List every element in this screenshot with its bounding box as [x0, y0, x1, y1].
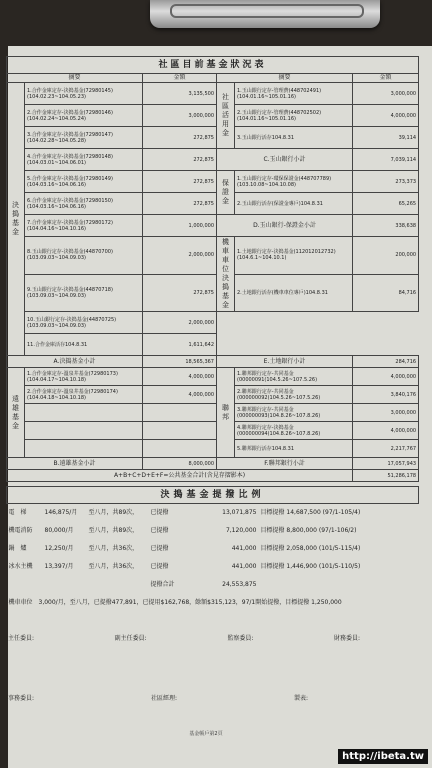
allocation-amount: 441,000 [231, 545, 257, 552]
right-row-summary: 3.玉山銀行活存104.8.31 [235, 127, 353, 149]
right-row-amount: 39,114 [353, 127, 419, 149]
allocation-row [7, 558, 419, 576]
fund-row [7, 386, 419, 404]
allocation-total-label: 提撥合計 [150, 581, 175, 588]
sign-supervisor: 監察委員: [227, 635, 254, 642]
sign-finance: 財務委員: [333, 635, 360, 642]
fund-row [7, 237, 419, 275]
left2-row-amount: 4,000,000 [143, 386, 217, 404]
allocation-row [7, 522, 419, 540]
fund-row [7, 105, 419, 127]
fund-row [7, 149, 419, 171]
fund-row [7, 368, 419, 386]
empty-cell [7, 576, 149, 594]
section-label-d: 保證金 [217, 171, 235, 215]
header-amount-right: 金額 [353, 74, 419, 83]
allocation-item: 鍋 爐 [8, 545, 27, 552]
right-row-amount: 65,265 [353, 193, 419, 215]
left-row-summary: 9.玉山銀行定存-決搗基金(44870718) (103.09.03~104.09.03) [25, 274, 143, 312]
fund-row [7, 422, 419, 440]
sign-prepared: 製表: [293, 695, 308, 702]
right-subtotal-label: D.玉山銀行-保證金小計 [217, 215, 353, 237]
right-row-amount: 338,638 [353, 215, 419, 237]
f-row-amount: 3,000,000 [353, 404, 419, 422]
allocation-period: 至八月，共89次， [88, 509, 139, 516]
right-row-summary: 1.土地銀行定存-決搗基金(112012012732) (104.6.1~104.10.1) [235, 237, 353, 275]
allocation-monthly: 80,000/月 [44, 527, 74, 534]
right-row-amount: 273,373 [353, 171, 419, 193]
right-row-amount: 4,000,000 [353, 105, 419, 127]
fund-row [7, 83, 419, 105]
fund-row [7, 127, 419, 149]
right-row-amount: 7,039,114 [353, 149, 419, 171]
f-row-amount: 4,000,000 [353, 422, 419, 440]
left-row-amount: 272,875 [143, 171, 217, 193]
left-row-summary: 2.合作金庫定存-決搗基金(72980146) (104.02.24~104.05.24) [25, 105, 143, 127]
header-summary-left: 摘要 [7, 74, 143, 83]
subtotal-b-label: B.遠雄基金小計 [7, 458, 143, 470]
right-row-summary: 1.玉山銀行定存-管理費(448702491) (104.01.16~105.01.16) [235, 83, 353, 105]
left2-row-summary: 2.合作金庫定存-溫泉井基金(72980174) (104.04.18~104.10.18) [25, 386, 143, 404]
empty-cell [143, 422, 217, 440]
left-row-amount: 1,611,642 [143, 334, 217, 356]
allocation-period: 至八月，共89次， [88, 527, 139, 534]
signature-row-2 [8, 693, 308, 702]
section-label-f: 聯邦 [217, 368, 235, 458]
allocation-monthly: 12,250/月 [44, 545, 74, 552]
allocation-item: 電 梯 [8, 509, 27, 516]
right-row-amount: 200,000 [353, 237, 419, 275]
allocation-target: 目標提撥 2,058,000 (101/5-115/4) [260, 545, 361, 552]
f-row-amount: 3,840,176 [353, 386, 419, 404]
f-row-amount: 4,000,000 [353, 368, 419, 386]
left-row-amount: 272,875 [143, 149, 217, 171]
allocation-row [7, 504, 419, 523]
fund-row [7, 312, 419, 334]
empty-cell [25, 404, 143, 422]
fund-row [7, 440, 419, 458]
left-row-amount: 1,000,000 [143, 215, 217, 237]
f-row-amount: 2,217,767 [353, 440, 419, 458]
section-label-c: 社區活用金 [217, 83, 235, 149]
allocation-status: 已提撥 [150, 509, 169, 516]
right-row-summary: 2.土地銀行活存(機車車位專戶)104.8.31 [235, 274, 353, 312]
clipboard-clip [150, 0, 380, 28]
page-title: 社區目前基金狀況表 [7, 57, 419, 74]
left-row-summary: 7.合作金庫定存-決搗基金(72980172) (104.04.16~104.10.16) [25, 215, 143, 237]
allocation-item: 冰水主機 [8, 563, 33, 570]
allocation-target: 目標提撥 8,800,000 (97/1-106/2) [260, 527, 357, 534]
watermark-url: http://ibeta.tw [338, 749, 428, 764]
left-row-amount: 272,875 [143, 274, 217, 312]
left-row-summary: 3.合作金庫定存-決搗基金(72980147) (104.02.28~104.05.28) [25, 127, 143, 149]
fund-row [7, 193, 419, 215]
allocation-period: 至八月，共36次， [88, 563, 139, 570]
right-row-amount: 84,716 [353, 274, 419, 312]
f-row-summary: 3.聯邦銀行定存-共同基金 (000000093(104.8.26~107.8.26) [235, 404, 353, 422]
page-footer: 基金帳戶第2頁 [189, 731, 223, 737]
right-subtotal-label: C.玉山銀行小計 [217, 149, 353, 171]
f-row-summary: 1.聯邦銀行定存-共同基金 (00000091(104.5.26~107.5.26) [235, 368, 353, 386]
allocation-total-amount: 24,553,875 [222, 581, 257, 588]
allocation-item: 機電消防 [8, 527, 33, 534]
fund-row [7, 334, 419, 356]
allocation-target: 目標提撥 14,687,500 (97/1-105/4) [260, 509, 361, 516]
left-row-summary: 6.合作金庫定存-決搗基金(72980150) (104.03.16~104.06.16) [25, 193, 143, 215]
grand-total-label: A+B+C+D+E+F=公共基金合計(含見存摺影本) [7, 470, 353, 482]
subtotal-a-amount: 18,565,367 [143, 356, 217, 368]
header-amount-left: 金額 [143, 74, 217, 83]
left-row-amount: 272,875 [143, 127, 217, 149]
allocation-period: 至八月，共36次， [88, 545, 139, 552]
right-row-summary: 2.玉山銀行定存-管理費(448702502) (104.01.16~105.01.16) [235, 105, 353, 127]
left-row-amount: 3,135,500 [143, 83, 217, 105]
allocation-row [7, 540, 419, 558]
subtotal-f-amount: 17,057,943 [353, 458, 419, 470]
allocation-amount: 7,120,000 [225, 527, 257, 534]
left-row-summary: 10.玉山銀行定存-決搗基金(44870725) (103.09.03~104.09.03) [25, 312, 143, 334]
subtotal-e-amount: 284,716 [353, 356, 419, 368]
left-row-summary: 5.合作金庫定存-決搗基金(72980149) (104.03.16~104.06.16) [25, 171, 143, 193]
sign-chair: 主任委員: [8, 635, 35, 642]
left2-row-summary: 1.合作金庫定存-溫泉井基金(72980173) (104.04.17~104.10.18) [25, 368, 143, 386]
empty-cell [25, 440, 143, 458]
allocation-monthly: 13,397/月 [44, 563, 74, 570]
section-label-e: 機車車位決搗基金 [217, 237, 235, 312]
allocation-target: 目標提撥 1,446,900 (101/5-110/5) [260, 563, 361, 570]
left-row-summary: 11.合作金庫活存104.8.31 [25, 334, 143, 356]
left-row-amount: 272,875 [143, 193, 217, 215]
empty-cell [25, 422, 143, 440]
allocation-amount: 13,071,875 [222, 509, 257, 516]
section-label-left: 決搗基金 [7, 83, 25, 356]
subtotal-a-label: A.決搗基金小計 [7, 356, 143, 368]
fund-status-sheet [6, 56, 418, 702]
empty-cell [143, 440, 217, 458]
allocation-status: 已提撥 [150, 545, 169, 552]
fund-row [7, 404, 419, 422]
moto-allocation-note: 機車車位 3,000/月，至八月，已提撥477,891，已提用$162,768，餘額$315,123，97/1開始提撥，目標提撥 1,250,000 [8, 599, 342, 606]
left-row-summary: 1.合作金庫定存-決搗基金(72980145) (104.02.23~104.05.23) [25, 83, 143, 105]
f-row-summary: 5.聯邦銀行活存104.8.31 [235, 440, 353, 458]
fund-table [6, 56, 419, 482]
allocation-monthly: 146,875/月 [44, 509, 78, 516]
left-row-amount: 3,000,000 [143, 105, 217, 127]
sign-affairs: 事務委員: [8, 695, 35, 702]
allocation-amount: 441,000 [231, 563, 257, 570]
empty-cell [143, 404, 217, 422]
allocation-status: 已提撥 [150, 527, 169, 534]
subtotal-f-label: F.聯邦銀行小計 [217, 458, 353, 470]
f-row-summary: 2.聯邦銀行定存-共同基金 (000000092(104.5.26~107.5.26) [235, 386, 353, 404]
allocation-title: 決搗基金提撥比例 [7, 487, 419, 504]
allocation-table [6, 486, 419, 612]
right-row-summary: 2.玉山銀行活存(保證金專戶)104.8.31 [235, 193, 353, 215]
subtotal-b-amount: 8,000,000 [143, 458, 217, 470]
f-row-summary: 4.聯邦銀行定存-決搗基金 (000000094(104.8.26~107.8.26) [235, 422, 353, 440]
right-row-summary: 1.玉山銀行定存-環保保證金(448707789) (103.10.08~104.10.08) [235, 171, 353, 193]
fund-row [7, 274, 419, 312]
right-row-amount: 3,000,000 [353, 83, 419, 105]
allocation-status: 已提撥 [150, 563, 169, 570]
left-row-summary: 4.合作金庫定存-決搗基金(72980148) (104.03.01~104.06.01) [25, 149, 143, 171]
left-row-summary: 8.玉山銀行定存-決搗基金(44870700) (103.09.03~104.09.03) [25, 237, 143, 275]
left-row-amount: 2,000,000 [143, 312, 217, 334]
signature-row-1 [8, 633, 420, 642]
section-label-far-east: 遠雄基金 [7, 368, 25, 458]
header-summary-right: 摘要 [217, 74, 353, 83]
sign-vice-chair: 副主任委員: [114, 635, 147, 642]
empty-cell [259, 576, 419, 594]
sign-manager: 社區經理: [150, 695, 178, 702]
fund-row [7, 215, 419, 237]
grand-total-amount: 51,286,178 [353, 470, 419, 482]
left2-row-amount: 4,000,000 [143, 368, 217, 386]
fund-row [7, 171, 419, 193]
left-row-amount: 2,000,000 [143, 237, 217, 275]
subtotal-e-label: E.土地銀行小計 [217, 356, 353, 368]
